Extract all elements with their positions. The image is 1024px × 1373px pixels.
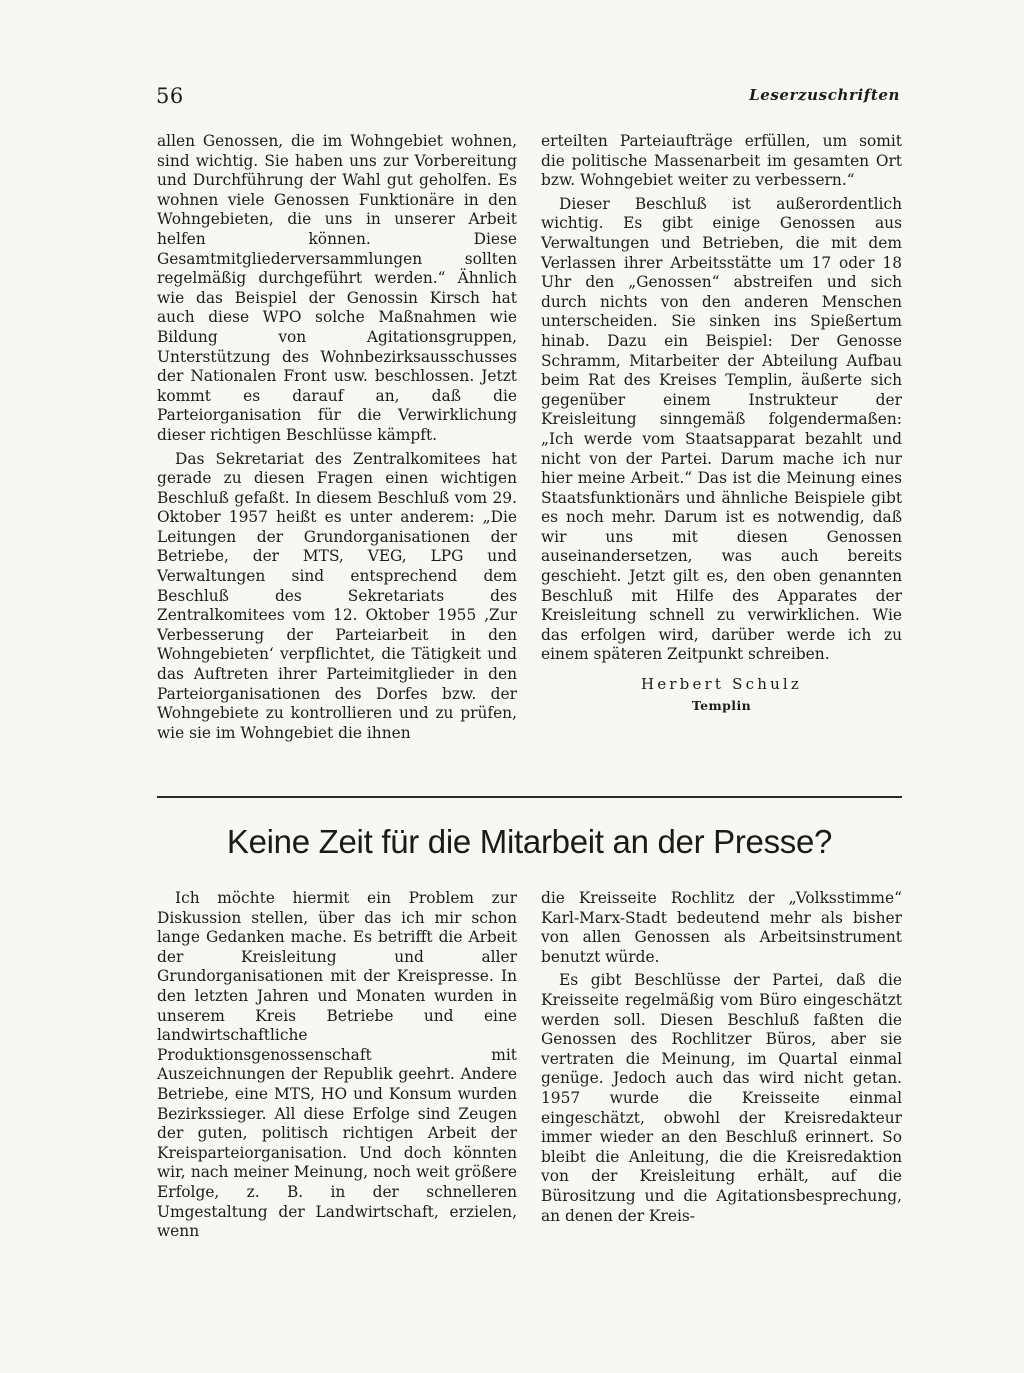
article2-column-right: [541, 889, 902, 1226]
article-headline: Keine Zeit für die Mitarbeit an der Presse?: [226, 823, 833, 860]
author-signature: Herbert Schulz: [640, 675, 803, 694]
paragraph: Das Sekretariat des Zentralkomitees hat gerade zu diesen Fragen einen wichtigen Beschluß gefaßt. In diesem Beschluß vom 29. Oktober 1957 heißt es unter anderem: „Die Leitungen der Grundorganisationen der Betriebe, der MTS, VEG, LPG und Verwaltungen sind entsprechend dem Beschluß des Sekretariats des Zentralkomitees vom 12. Oktober 1955 ‚Zur Verbesserung der Parteiarbeit in den Wohngebieten‘ verpflichtet, die Tätigkeit und das Auftreten ihrer Parteimitglieder in den Parteiorganisationen des Dorfes bzw. der Wohngebiete zu kontrollieren und zu prüfen, wie sie im Wohngebiet die ihnen: [157, 449, 517, 742]
article1-column-left: [157, 132, 517, 743]
author-place: Templin: [691, 697, 752, 713]
paragraph: allen Genossen, die im Wohngebiet wohnen, sind wichtig. Sie haben uns zur Vorbereitung und Durchführung der Wahl gut geholfen. Es wohnen viele Genossen Funktionäre in den Wohngebieten, die uns in unserer Arbeit helfen können. Diese Gesamtmitgliederversammlungen sollten regelmäßig durchgeführt werden.“ Ähnlich wie das Beispiel der Genossin Kirsch hat auch diese WPO solche Maßnahmen wie Bildung von Agitationsgruppen, Unterstützung des Wohnbezirksausschusses der Nationalen Front usw. beschlossen. Jetzt kommt es darauf an, daß die Parteiorganisation für die Verwirklichung dieser richtigen Beschlüsse kämpft.: [157, 132, 517, 444]
paragraph: Ich möchte hiermit ein Problem zur Diskussion stellen, über das ich mir schon lange Gedanken mache. Es betrifft die Arbeit der Kreisleitung und aller Grundorganisationen mit der Kreispresse. In den letzten Jahren und Monaten wurden in unserem Kreis Betriebe und eine landwirtschaftliche Produktionsgenossenschaft mit Auszeichnungen der Republik geehrt. Andere Betriebe, eine MTS, HO und Konsum wurden Bezirkssieger. All diese Erfolge sind Zeugen der guten, politisch richtigen Arbeit der Kreisparteiorganisation. Und doch könnten wir, nach meiner Meinung, noch weit größere Erfolge, z. B. in der schnelleren Umgestaltung der Landwirtschaft, erzielen, wenn: [157, 889, 517, 1241]
article2-column-left: [157, 889, 517, 1242]
paragraph: die Kreisseite Rochlitz der „Volksstimme“ Karl-Marx-Stadt bedeutend mehr als bisher von allen Genossen als Arbeitsinstrument benutzt würde.: [541, 889, 902, 966]
article1-column-right: [541, 132, 902, 715]
paragraph: Dieser Beschluß ist außerordentlich wichtig. Es gibt einige Genossen aus Verwaltungen und Betrieben, die mit dem Verlassen ihrer Arbeitsstätte um 17 oder 18 Uhr den „Genossen“ abstreifen und sich durch nichts von den anderen Menschen unterscheiden. Sie sinken ins Spießertum hinab. Dazu ein Beispiel: Der Genosse Schramm, Mitarbeiter der Abteilung Aufbau beim Rat des Kreises Templin, äußerte sich gegenüber einem Instrukteur der Kreisleitung sinngemäß folgendermaßen: „Ich werde vom Staatsapparat bezahlt und nicht von der Partei. Darum mache ich nur hier meine Arbeit.“ Das ist die Meinung eines Staatsfunktionärs und ähnliche Beispiele gibt es noch mehr. Darum ist es notwendig, daß wir uns mit diesen Genossen auseinandersetzen, was auch bereits geschieht. Jetzt gilt es, den oben genannten Beschluß mit Hilfe des Apparates der Kreisleitung schnell zu verwirklichen. Wie das erfolgen wird, darüber werde ich zu einem späteren Zeitpunkt schreiben.: [541, 194, 902, 664]
paragraph: erteilten Parteiaufträge erfüllen, um somit die politische Massenarbeit im gesamten Ort bzw. Wohngebiet weiter zu verbessern.“: [541, 132, 902, 190]
paragraph: Es gibt Beschlüsse der Partei, daß die Kreisseite regelmäßig vom Büro eingeschätzt werden soll. Diesen Beschluß faßten die Genossen des Rochlitzer Büros, aber sie vertraten die Meinung, im Quartal einmal genüge. Jedoch auch das wird nicht getan. 1957 wurde die Kreisseite einmal eingeschätzt, obwohl der Kreisredakteur immer wieder an den Beschluß erinnert. So bleibt die Anleitung, die die Kreisredaktion von der Kreisleitung erhält, auf die Bürositzung und die Agitationsbesprechung, an denen der Kreis-: [541, 971, 902, 1225]
page-number: 56: [156, 84, 184, 108]
running-head: Leserzuschriften: [749, 86, 900, 104]
section-divider: [157, 796, 902, 798]
